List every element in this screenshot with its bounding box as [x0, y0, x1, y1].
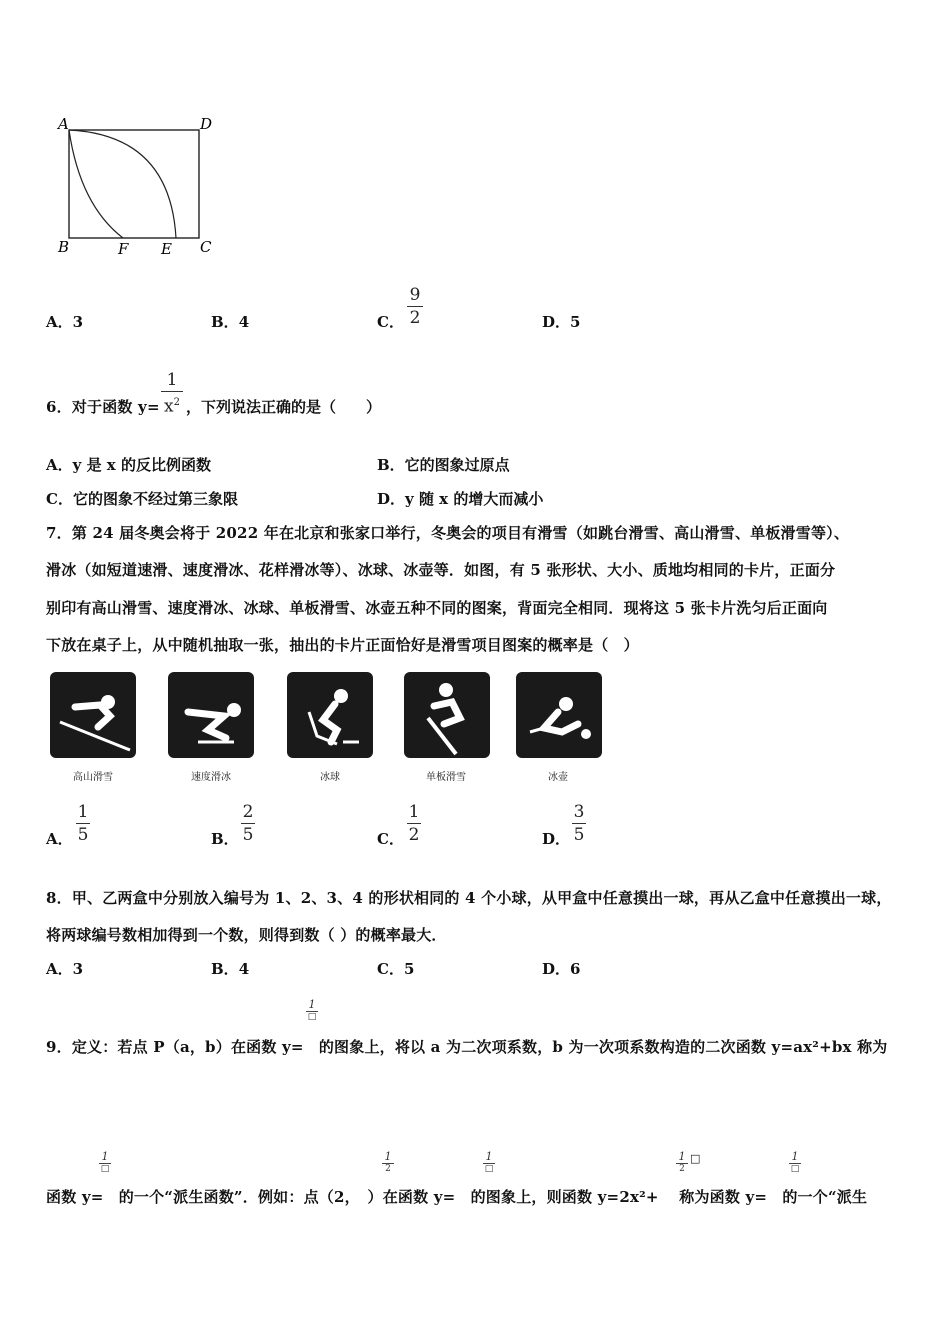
- q9-fraction-2: 1 □: [100, 1150, 110, 1174]
- q8-option-b: B．4: [211, 960, 250, 978]
- alpine-skiing-icon: [50, 672, 136, 758]
- q7-option-d: D．: [542, 830, 571, 848]
- geometry-figure: [50, 110, 230, 260]
- q8-option-c: C．5: [377, 960, 415, 978]
- arc-ae: [69, 130, 176, 238]
- q6-option-a: A．y 是 x 的反比例函数: [46, 456, 211, 474]
- curling-icon: [516, 672, 602, 758]
- q9-box-after-fraction-5: □: [690, 1152, 701, 1165]
- q5-option-d: D．5: [542, 313, 581, 331]
- q8-option-d: D．6: [542, 960, 581, 978]
- card-snowboard: [404, 672, 490, 758]
- q9-fraction-4: 1 □: [484, 1150, 494, 1174]
- q9-fraction-5: 1 2: [676, 1150, 688, 1174]
- rectangle-abcd: [69, 130, 199, 238]
- card-alpine-skiing: [50, 672, 136, 758]
- q8-line-2: 将两球编号数相加得到一个数，则得到数（ ）的概率最大．: [46, 926, 447, 944]
- q5-option-a: A．3: [46, 313, 84, 331]
- label-a: A: [58, 115, 69, 133]
- snowboard-icon: [404, 672, 490, 758]
- q5-option-b: B．4: [211, 313, 250, 331]
- q7-line-1: 7．第 24 届冬奥会将于 2022 年在北京和张家口举行，冬奥会的项目有滑雪（如跳台滑雪、高山滑雪、单板滑雪等）、: [46, 524, 850, 542]
- q6-fraction: 1 $x^2$: [161, 370, 183, 417]
- q7-option-c: C．: [377, 830, 404, 848]
- label-b: B: [58, 238, 70, 256]
- card-ice-hockey: [287, 672, 373, 758]
- label-f: F: [118, 240, 129, 258]
- card-speed-skating: [168, 672, 254, 758]
- q6-option-b: B．它的图象过原点: [377, 456, 510, 474]
- q7-option-d-fraction: 3 5: [573, 802, 585, 845]
- q9-line-2: 函数 y= 的一个“派生函数”．例如：点（2， ）在函数 y= 的图象上，则函数 y=2x²+ 称为函数 y= 的一个“派生: [46, 1188, 868, 1206]
- ice-hockey-icon: [287, 672, 373, 758]
- q5-option-c-fraction: 9 2: [407, 285, 423, 328]
- card-curling: [516, 672, 602, 758]
- card-label-curling: 冰壶: [548, 772, 568, 783]
- card-label-speed-skating: 速度滑冰: [191, 772, 231, 783]
- label-c: C: [200, 238, 212, 256]
- card-label-alpine-skiing: 高山滑雪: [73, 772, 113, 783]
- q7-option-a: A．: [46, 830, 73, 848]
- q6-option-d: D．y 随 x 的增大而减小: [377, 490, 544, 508]
- card-label-snowboard: 单板滑雪: [426, 772, 466, 783]
- q7-line-4: 下放在桌子上，从中随机抽取一张，抽出的卡片正面恰好是滑雪项目图案的概率是（ ）: [46, 636, 639, 654]
- q7-option-c-fraction: 1 2: [408, 802, 420, 845]
- q7-line-3: 别印有高山滑雪、速度滑冰、冰球、单板滑雪、冰壶五种不同的图案，背面完全相同．现将这 5 张卡片洗匀后正面向: [46, 599, 828, 617]
- label-d: D: [200, 115, 213, 133]
- q9-line-1: 9．定义：若点 P（a，b）在函数 y= 的图象上，将以 a 为二次项系数，b 为一次项系数构造的二次函数 y=ax²+bx 称为: [46, 1038, 888, 1056]
- q8-option-a: A．3: [46, 960, 84, 978]
- q8-line-1: 8．甲、乙两盒中分别放入编号为 1、2、3、4 的形状相同的 4 个小球，从甲盒中任意摸出一球，再从乙盒中任意摸出一球，: [46, 889, 892, 907]
- q9-fraction-6: 1 □: [790, 1150, 800, 1174]
- q9-fraction-1: 1 □: [307, 998, 317, 1022]
- card-label-ice-hockey: 冰球: [320, 772, 340, 783]
- q6-stem-prefix: 6．对于函数 y=: [46, 398, 160, 416]
- q9-fraction-3: 1 2: [382, 1150, 394, 1174]
- q7-line-2: 滑冰（如短道速滑、速度滑冰、花样滑冰等）、冰球、冰壶等．如图，有 5 张形状、大小、质地均相同的卡片，正面分: [46, 561, 836, 579]
- q5-option-c: C．: [377, 313, 404, 331]
- q6-option-c: C．它的图象不经过第三象限: [46, 490, 238, 508]
- q7-option-b-fraction: 2 5: [242, 802, 254, 845]
- arc-af: [69, 130, 123, 238]
- q6-stem-suffix: ，下列说法正确的是（ ）: [186, 398, 382, 416]
- label-e: E: [161, 240, 172, 258]
- q7-option-b: B．: [211, 830, 239, 848]
- q7-option-a-fraction: 1 5: [77, 802, 89, 845]
- speed-skating-icon: [168, 672, 254, 758]
